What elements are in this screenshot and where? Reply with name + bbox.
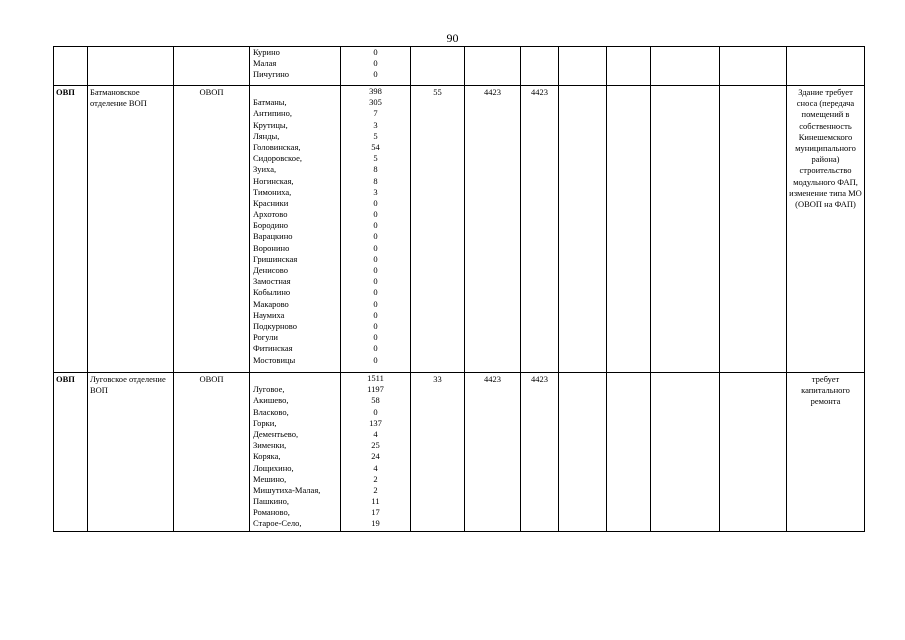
village-population: 137 xyxy=(369,417,382,428)
village-population: 5 xyxy=(373,130,378,141)
village-name: Фитинская xyxy=(253,343,293,354)
village-population: 0 xyxy=(373,406,378,417)
village-name: Власково, xyxy=(253,406,289,417)
village-name: Рогули xyxy=(253,332,278,343)
village-name: Мишутиха-Малая, xyxy=(253,484,321,495)
village-population: 0 xyxy=(373,47,378,57)
village-name: Бородино xyxy=(253,220,289,231)
village-population: 8 xyxy=(373,175,378,186)
village-population: 54 xyxy=(371,141,380,152)
villages-cell xyxy=(250,86,341,373)
village-name: Пашкино, xyxy=(253,496,290,507)
village-name: Кобылино xyxy=(253,287,291,298)
village-population: 0 xyxy=(373,69,378,80)
village-name: Сидоровское, xyxy=(253,153,302,164)
village-name: Малая xyxy=(253,58,277,69)
village-population: 0 xyxy=(373,332,378,343)
table-row xyxy=(54,86,865,373)
villages-cell xyxy=(250,47,341,86)
village-population: 19 xyxy=(371,518,380,529)
facility-name: Батмановское отделение ВОП xyxy=(88,86,174,373)
village-name: Старое-Село, xyxy=(253,518,302,529)
facility-type: ОВОП xyxy=(174,86,250,373)
village-population: 0 xyxy=(373,209,378,220)
name-cell xyxy=(88,47,174,86)
village-name: Курино xyxy=(253,47,280,57)
village-name: Дементьево, xyxy=(253,428,299,439)
village-name: Ногинская, xyxy=(253,175,294,186)
village-name: Батманы, xyxy=(253,97,287,108)
village-name: Замостная xyxy=(253,276,291,287)
village-population: 0 xyxy=(373,298,378,309)
page-number: 90 xyxy=(446,31,459,45)
population-cell xyxy=(341,373,411,532)
value-cell: 4423 xyxy=(521,373,559,532)
village-population: 0 xyxy=(373,354,378,365)
village-name: Макарово xyxy=(253,298,289,309)
village-population: 3 xyxy=(373,119,378,130)
type-cell xyxy=(174,47,250,86)
village-population: 0 xyxy=(373,276,378,287)
village-population: 305 xyxy=(369,97,382,108)
note-cell: требует капитального ремонта xyxy=(787,373,865,532)
village-name: Антипино, xyxy=(253,108,292,119)
village-population: 2 xyxy=(373,473,378,484)
village-population: 0 xyxy=(373,253,378,264)
village-population: 0 xyxy=(373,242,378,253)
village-population: 4 xyxy=(373,462,378,473)
village-population: 0 xyxy=(373,58,378,69)
facility-name: Луговское отделение ВОП xyxy=(88,373,174,532)
value-cell: 33 xyxy=(411,373,465,532)
village-name: Красники xyxy=(253,197,289,208)
village-name: Наумиха xyxy=(253,309,285,320)
village-name: Зуиха, xyxy=(253,164,277,175)
village-name: Зименки, xyxy=(253,440,287,451)
village-name: Романово, xyxy=(253,507,290,518)
village-name: Гришинская xyxy=(253,253,298,264)
population-cell xyxy=(341,86,411,373)
village-name: Мешино, xyxy=(253,473,287,484)
village-population: 0 xyxy=(373,309,378,320)
village-population: 8 xyxy=(373,164,378,175)
village-name: Пичугино xyxy=(253,69,290,80)
total-population: 398 xyxy=(369,86,382,96)
village-population: 7 xyxy=(373,108,378,119)
village-name: Денисово xyxy=(253,265,289,275)
village-population: 17 xyxy=(371,507,380,518)
village-population: 11 xyxy=(371,496,380,507)
village-population: 4 xyxy=(373,428,378,439)
village-population: 25 xyxy=(371,440,380,451)
village-name: Воронино xyxy=(253,242,290,253)
village-population: 5 xyxy=(373,153,378,164)
village-name: Луговое, xyxy=(253,384,285,395)
village-population: 2 xyxy=(373,484,378,495)
village-name: Тимониха, xyxy=(253,186,292,197)
village-population: 0 xyxy=(373,320,378,331)
village-name: Лянды, xyxy=(253,130,280,141)
village-population: 3 xyxy=(373,186,378,197)
value-cell: 4423 xyxy=(521,86,559,373)
code-cell xyxy=(54,47,88,86)
facility-code: ОВП xyxy=(54,86,88,373)
table-row xyxy=(54,47,865,86)
village-name: Варацкино xyxy=(253,231,293,242)
village-population: 0 xyxy=(373,343,378,354)
facility-type: ОВОП xyxy=(174,373,250,532)
table-row xyxy=(54,373,865,532)
village-name: Архотово xyxy=(253,209,288,220)
village-name: Акишево, xyxy=(253,395,289,406)
value-cell: 55 xyxy=(411,86,465,373)
village-name: Лощихино, xyxy=(253,462,294,473)
village-name: Коряка, xyxy=(253,451,281,462)
village-population: 0 xyxy=(373,287,378,298)
settlements-table xyxy=(53,46,865,532)
total-population: 1511 xyxy=(367,373,384,383)
village-population: 0 xyxy=(373,197,378,208)
population-cell xyxy=(341,47,411,86)
village-population: 24 xyxy=(371,451,380,462)
village-population: 0 xyxy=(373,231,378,242)
village-name: Мостовицы xyxy=(253,354,296,365)
village-population: 0 xyxy=(373,265,378,275)
village-population: 1197 xyxy=(367,384,384,395)
note-cell: Здание требует сноса (передача помещений в собственность Кинешемского муниципального района) строительство модульного ФАП, изменение типа МО (ОВОП на ФАП) xyxy=(787,86,865,373)
village-name: Головинская, xyxy=(253,141,301,152)
village-name: Подкурново xyxy=(253,320,297,331)
village-population: 0 xyxy=(373,220,378,231)
facility-code: ОВП xyxy=(54,373,88,532)
value-cell: 4423 xyxy=(465,373,521,532)
village-name: Крутицы, xyxy=(253,119,288,130)
village-population: 58 xyxy=(371,395,380,406)
value-cell: 4423 xyxy=(465,86,521,373)
village-name: Горки, xyxy=(253,417,277,428)
villages-cell xyxy=(250,373,341,532)
